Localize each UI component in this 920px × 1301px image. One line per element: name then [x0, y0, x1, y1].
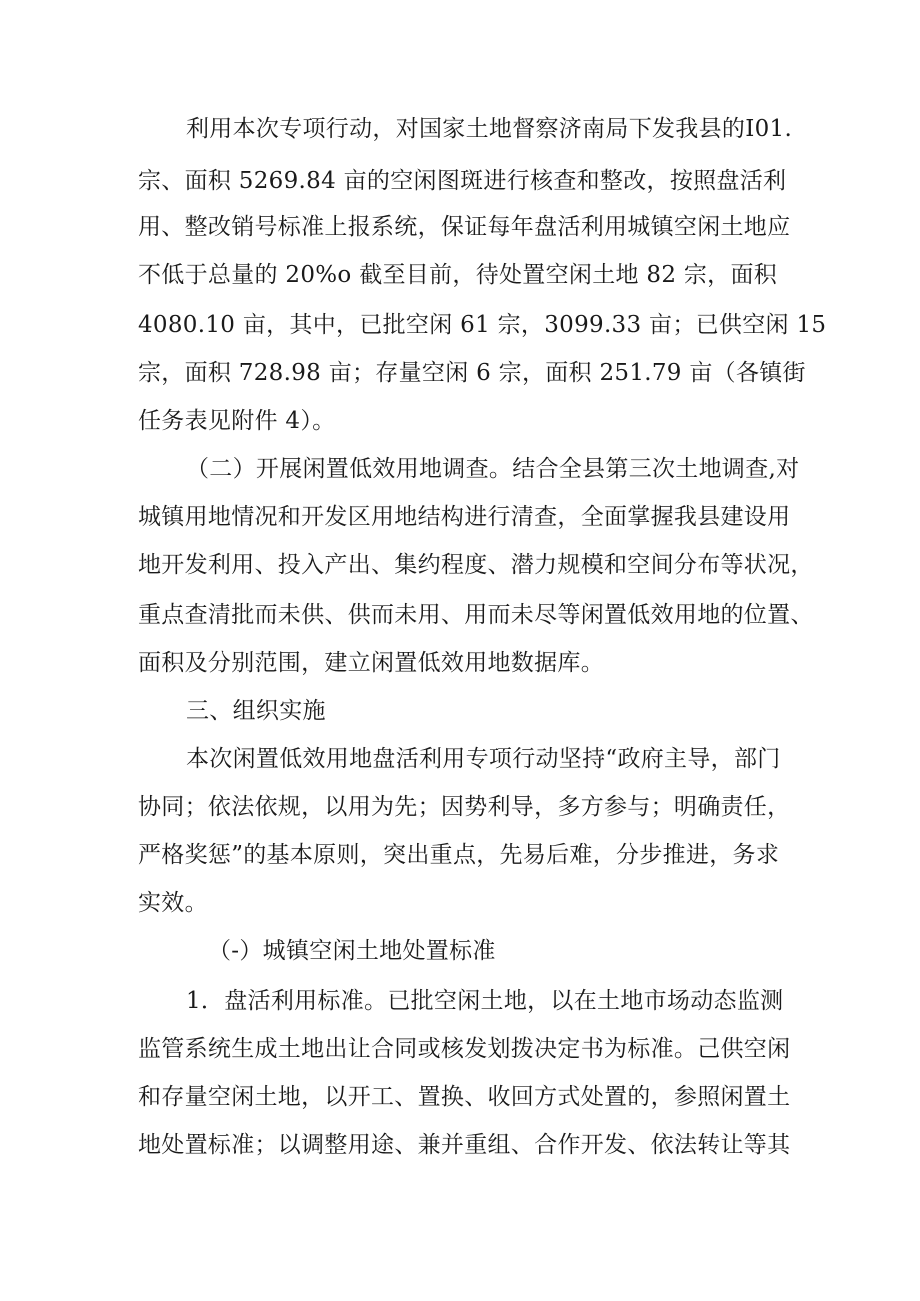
paragraph-line: 重点查清批而未供、供而未用、用而未尽等闲置低效用地的位置、	[138, 602, 814, 628]
paragraph-line: 地开发利用、投入产出、集约程度、潜力规模和空间分布等状况，	[138, 552, 814, 578]
paragraph-line: 和存量空闲土地，以开工、置换、收回方式处置的，参照闲置土	[138, 1084, 791, 1110]
paragraph-line: 任务表见附件 4）。	[138, 408, 336, 434]
subsection-heading: （-）城镇空闲土地处置标准	[208, 938, 496, 964]
paragraph-line: 1．盘活利用标准。已批空闲土地，以在土地市场动态监测	[186, 988, 784, 1014]
paragraph-line: 严格奖惩”的基本原则，突出重点，先易后难，分步推进，务求	[138, 842, 780, 868]
paragraph-line: 实效。	[138, 890, 208, 916]
section-heading-paragraph: （二）开展闲置低效用地调查。结合全县第三次土地调查,对	[186, 456, 800, 482]
paragraph-line: 利用本次专项行动，对国家土地督察济南局下发我县的I01.	[186, 116, 793, 142]
paragraph-line: 用、整改销号标准上报系统，保证每年盘活利用城镇空闲土地应	[138, 214, 791, 240]
paragraph-line: 地处置标准；以调整用途、兼并重组、合作开发、依法转让等其	[138, 1132, 791, 1158]
paragraph-line: 不低于总量的 20%o 截至目前，待处置空闲土地 82 宗，面积	[138, 262, 778, 288]
paragraph-line: 本次闲置低效用地盘活利用专项行动坚持“政府主导，部门	[186, 746, 781, 772]
paragraph-line: 宗，面积 728.98 亩；存量空闲 6 宗，面积 251.79 亩（各镇街	[138, 360, 806, 386]
paragraph-line: 4080.10 亩，其中，已批空闲 61 宗，3099.33 亩；已供空闲 15	[138, 312, 827, 338]
paragraph-line: 面积及分别范围，建立闲置低效用地数据库。	[138, 650, 604, 676]
paragraph-line: 监管系统生成土地出让合同或核发划拨决定书为标准。己供空闲	[138, 1036, 791, 1062]
paragraph-line: 协同；依法依规，以用为先；因势利导，多方参与；明确责任，	[138, 794, 791, 820]
paragraph-line: 宗、面积 5269.84 亩的空闲图斑进行核查和整改，按照盘活利	[138, 168, 787, 194]
section-heading: 三、组织实施	[186, 698, 326, 724]
paragraph-line: 城镇用地情况和开发区用地结构进行清查，全面掌握我县建设用	[138, 504, 791, 530]
